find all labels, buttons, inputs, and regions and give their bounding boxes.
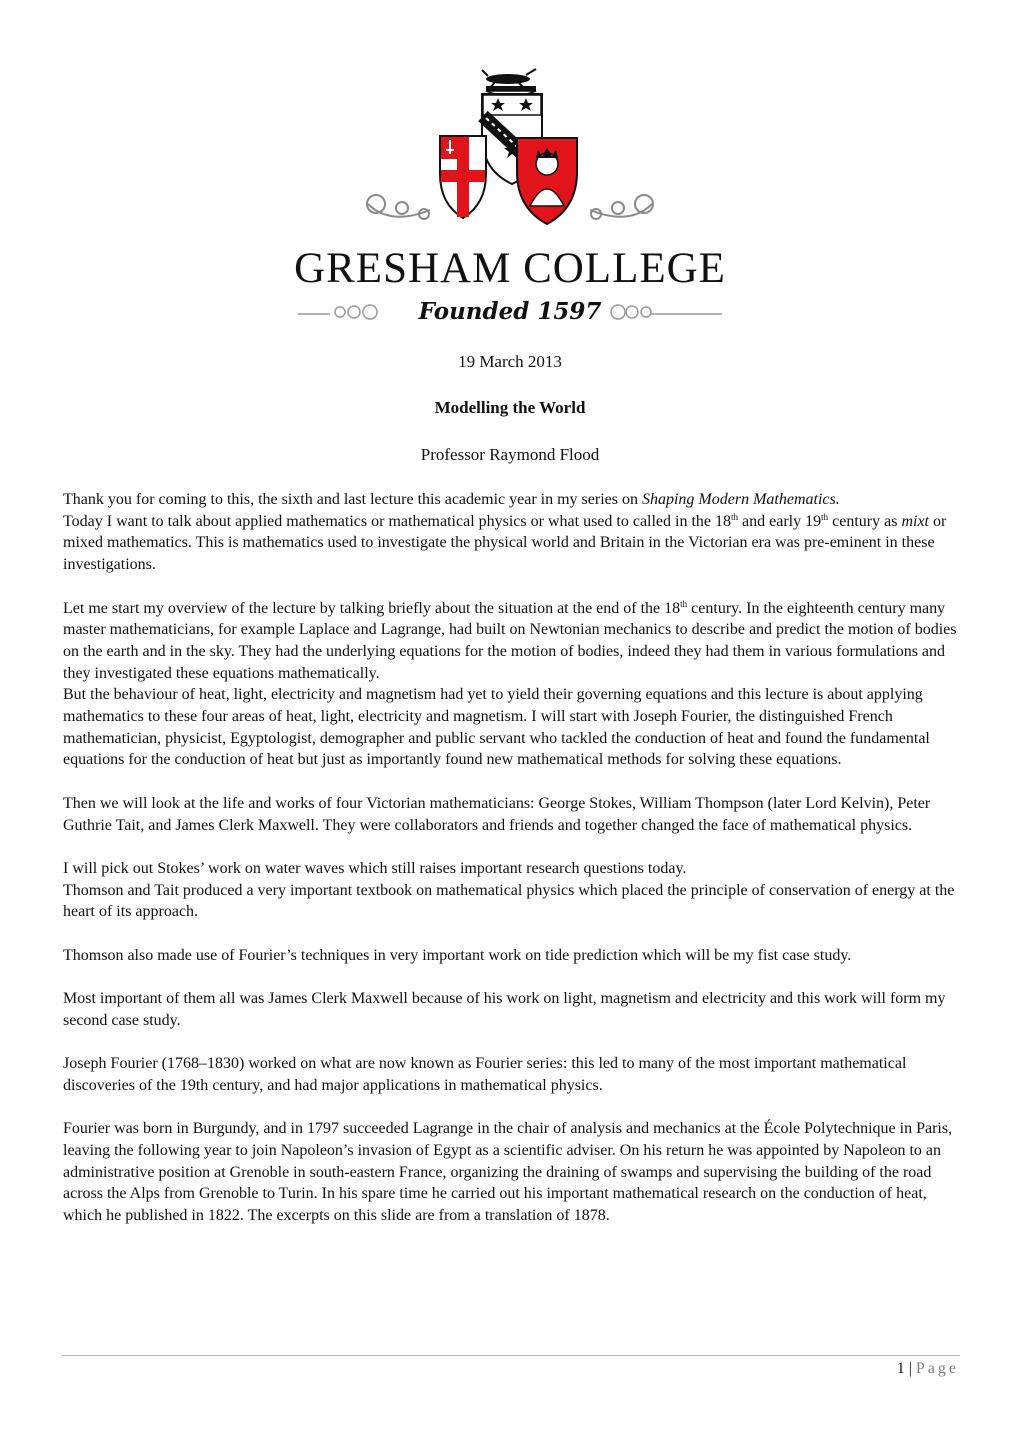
coat-of-arms-icon <box>290 66 730 246</box>
right-shield-icon <box>517 138 577 224</box>
paragraph-intro: Thank you for coming to this, the sixth and last lecture this academic year in my series on Shaping Modern Mathematics. <box>63 491 840 508</box>
paragraph-tides: Thomson also made use of Fourier’s techniques in very important work on tide prediction which will be my fist case study. <box>63 946 852 964</box>
paragraph-topic: Today I want to talk about applied mathematics or mathematical physics or what used to called in the 18th and early 19th century as mixt or mixed mathematics. This is mathematics used to investigate the physical world and Britain in the Victorian era was pre-eminent in these investigations. <box>63 511 947 574</box>
lecture-date: 19 March 2013 <box>458 352 562 371</box>
scroll-ornament-right-icon <box>590 195 653 219</box>
paragraph-victorians: Then we will look at the life and works of four Victorian mathematicians: George Stokes, William Thompson (later Lord Kelvin), Peter Guthrie Tait, and James Clerk Maxwell. They were collaborators and friends and together changed the face of mathematical physics. <box>63 794 931 834</box>
paragraph-fourier-bio: Fourier was born in Burgundy, and in 1797 succeeded Lagrange in the chair of analysis and mechanics at the École Polytechnique in Paris, leaving the following year to join Napoleon’s invasion of Egypt as a scientific adviser. On his return he was appointed by Napoleon to an administrative position at Grenoble in south-eastern France, organizing the draining of swamps and supervising the building of the road across the Alps from Grenoble to Turin. In his spare time he carried out his important mathematical research on the conduction of heat, which he published in 1822. The excerpts on this slide are from a translation of 1878. <box>63 1120 953 1225</box>
lecture-title: Modelling the World <box>434 398 586 417</box>
footer-divider <box>62 1355 960 1356</box>
page-footer: 1 | Page <box>896 1360 959 1377</box>
body-text <box>63 489 961 1227</box>
lecture-author: Professor Raymond Flood <box>420 445 600 464</box>
paragraph-overview: Let me start my overview of the lecture by talking briefly about the situation at the end of the 18th century. In the eighteenth century many master mathematicians, for example Laplace and Lagrange, had built on Newtonian mechanics to describe and predict the motion of bodies on the earth and in the sky. They had the underlying equations for the motion of bodies, indeed they had them in various formulations and they investigated these equations mathematically. <box>63 598 957 682</box>
scroll-ornament-left-icon <box>367 195 430 219</box>
paragraph-stokes: I will pick out Stokes’ work on water waves which still raises important research questions today. <box>63 859 687 877</box>
left-shield-icon <box>440 136 486 218</box>
gresham-college-logo <box>290 66 730 332</box>
crest-grasshopper-icon <box>482 69 536 96</box>
logo-college-name: GRESHAM COLLEGE <box>294 245 726 292</box>
logo-founded-text: Founded 1597 <box>418 298 602 325</box>
paragraph-heat-light: But the behaviour of heat, light, electricity and magnetism had yet to yield their governing equations and this lecture is about applying mathematics to these four areas of heat, light, electricity and magnetism. I will start with Joseph Fourier, the distinguished French mathematician, physicist, Egyptologist, demographer and public servant who tackled the conduction of heat and found the fundamental equations for the conduction of heat but just as importantly found new mathematical methods for solving these equations. <box>63 686 930 769</box>
series-title: Shaping Modern Mathematics. <box>641 491 840 508</box>
page-label: Page <box>915 1360 959 1377</box>
paragraph-textbook: Thomson and Tait produced a very important textbook on mathematical physics which placed the principle of conservation of energy at the heart of its approach. <box>63 881 955 921</box>
paragraph-fourier-series: Joseph Fourier (1768–1830) worked on what are now known as Fourier series: this led to many of the most important mathematical discoveries of the 19th century, and had major applications in mathematical physics. <box>63 1055 907 1094</box>
paragraph-maxwell: Most important of them all was James Clerk Maxwell because of his work on light, magnetism and electricity and this work will form my second case study. <box>63 990 946 1029</box>
page-number: 1 <box>896 1360 905 1377</box>
